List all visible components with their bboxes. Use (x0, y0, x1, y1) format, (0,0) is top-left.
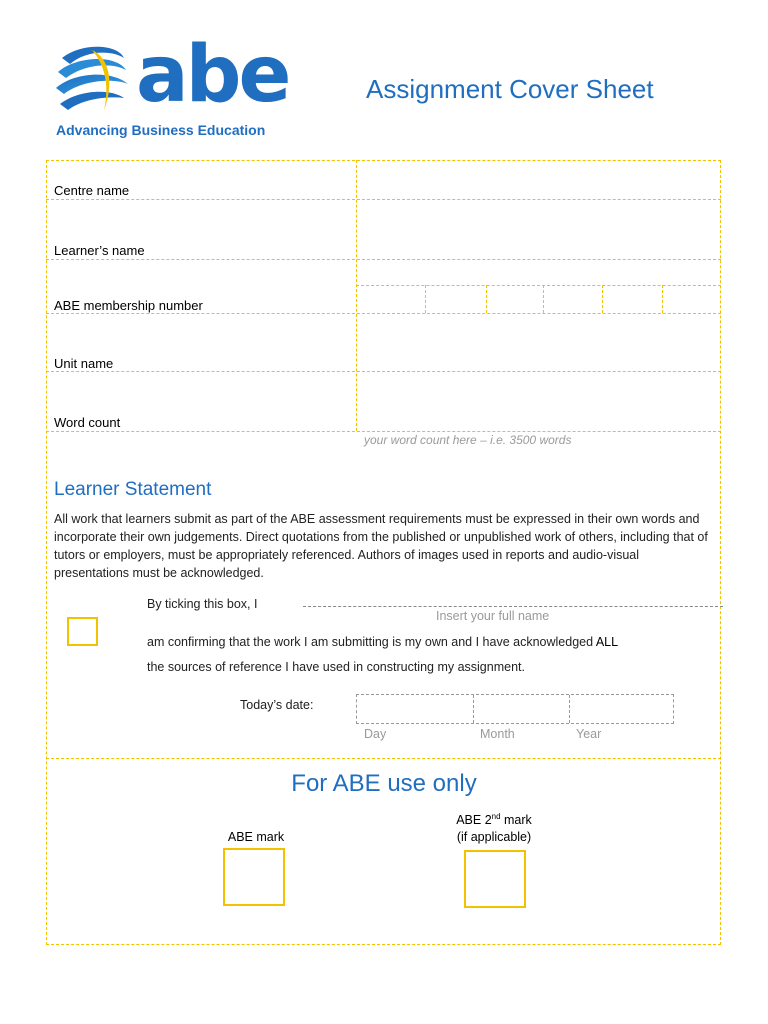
second-mark-suffix: mark (500, 813, 532, 828)
logo-tagline: Advancing Business Education (56, 122, 266, 138)
page-title: Assignment Cover Sheet (366, 74, 654, 104)
membership-number-label: ABE membership number (54, 298, 203, 313)
full-name-placeholder: Insert your full name (436, 609, 550, 623)
confirm-line1-text: am confirming that the work I am submitting is my own and I have acknowledged (147, 635, 594, 649)
membership-cells-top (356, 285, 721, 286)
abe-mark-label: ABE mark (227, 830, 285, 844)
tick-prefix-text: By ticking this box, I (147, 597, 258, 611)
abe-second-mark-label (424, 812, 564, 827)
section-divider (46, 758, 721, 759)
todays-date-label: Today’s date: (240, 698, 314, 712)
full-name-input[interactable] (303, 590, 723, 606)
unit-name-label: Unit name (54, 356, 114, 371)
centre-name-label: Centre name (54, 183, 130, 198)
word-count-label: Word count (54, 415, 121, 430)
abe-mark-box[interactable] (223, 848, 285, 906)
centre-name-field[interactable] (358, 162, 720, 198)
date-month-label: Month (480, 727, 515, 741)
confirm-all-text: ALL (595, 635, 619, 649)
confirmation-checkbox[interactable] (67, 617, 98, 646)
second-mark-prefix: ABE 2 (456, 813, 492, 828)
row-divider (46, 313, 721, 314)
learner-name-field[interactable] (358, 201, 720, 258)
column-divider (356, 160, 357, 431)
word-count-hint: your word count here – i.e. 3500 words (364, 433, 572, 447)
learner-statement-title: Learner Statement (54, 479, 212, 500)
confirm-text-line1 (147, 635, 618, 649)
abe-use-title: For ABE use only (291, 770, 477, 797)
row-divider (46, 371, 721, 372)
date-year-label: Year (576, 727, 602, 741)
learner-name-label: Learner’s name (54, 243, 145, 258)
membership-number-field[interactable] (358, 287, 720, 312)
abe-second-mark-note: (if applicable) (456, 830, 532, 844)
row-divider (46, 199, 721, 200)
unit-name-field[interactable] (358, 315, 720, 370)
date-day-label: Day (364, 727, 387, 741)
word-count-field[interactable] (358, 373, 720, 430)
learner-statement-body: All work that learners submit as part of the ABE assessment requirements must be expressed in their own words and incorporate their own judgements. Direct quotations from the published or unpublished work of others, including that of tutors or employers, must be appropriately referenced. Authors of images used in reports and audio-visual presentations must be acknowledged. (54, 512, 708, 580)
date-day-field[interactable] (357, 695, 472, 723)
date-year-field[interactable] (570, 695, 673, 723)
row-divider (46, 259, 721, 260)
date-month-field[interactable] (474, 695, 568, 723)
full-name-line (303, 606, 723, 607)
abe-second-mark-box[interactable] (464, 850, 526, 908)
confirm-text-line2: the sources of reference I have used in constructing my assignment. (147, 660, 525, 674)
abe-logo (52, 30, 304, 142)
logo-wordmark: abe (136, 30, 289, 120)
second-mark-sup: nd (491, 812, 501, 821)
abe-swoosh-icon (52, 44, 132, 116)
row-divider (46, 431, 721, 432)
